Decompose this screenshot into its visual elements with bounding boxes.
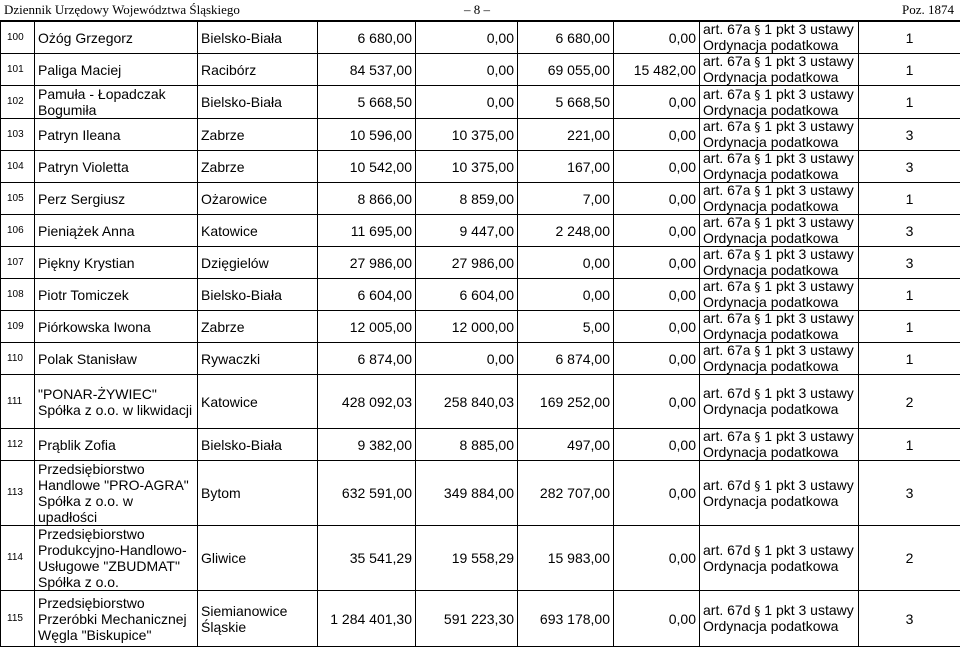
basis-article: art. 67a <box>703 246 751 262</box>
debtor-city: Bielsko-Biała <box>198 279 318 311</box>
table-row <box>1 311 960 343</box>
section-symbol: § <box>754 248 761 262</box>
section-symbol: § <box>754 387 761 401</box>
legal-basis <box>700 151 859 183</box>
table-row <box>1 183 960 215</box>
amount-3: 0,00 <box>614 183 700 215</box>
debtor-city: Ożarowice <box>198 183 318 215</box>
row-number: 115 <box>1 591 35 647</box>
debtor-name: Pieniążek Anna <box>35 215 198 247</box>
amount-2: 2 248,00 <box>518 215 614 247</box>
amount-2: 497,00 <box>518 429 614 461</box>
debtor-name: Piękny Krystian <box>35 247 198 279</box>
debtor-name: Polak Stanisław <box>35 343 198 375</box>
amount-total: 11 695,00 <box>318 215 416 247</box>
amount-3: 0,00 <box>614 591 700 647</box>
basis-point: 1 pkt 3 ustawy <box>764 541 854 558</box>
amount-2: 282 707,00 <box>518 461 614 526</box>
amount-2: 0,00 <box>518 247 614 279</box>
basis-article: art. 67d <box>703 541 751 558</box>
table-row <box>1 343 960 375</box>
basis-act: Ordynacja podatkowa <box>703 326 839 342</box>
amount-3: 0,00 <box>614 343 700 375</box>
basis-point: 1 pkt 3 ustawy <box>764 246 854 262</box>
section-symbol: § <box>754 87 761 102</box>
amount-total: 10 596,00 <box>318 119 416 151</box>
debtor-city: Katowice <box>198 215 318 247</box>
amount-total: 6 874,00 <box>318 343 416 375</box>
amount-total: 428 092,03 <box>318 375 416 429</box>
row-number: 106 <box>1 215 35 247</box>
table-row <box>1 429 960 461</box>
amount-2: 5 668,50 <box>518 86 614 119</box>
record-count: 1 <box>859 86 960 119</box>
basis-article: art. 67a <box>703 278 751 294</box>
amount-2: 693 178,00 <box>518 591 614 647</box>
legal-basis <box>700 22 859 54</box>
amount-3: 0,00 <box>614 119 700 151</box>
debtor-name: Prąblik Zofia <box>35 429 198 461</box>
amount-1: 10 375,00 <box>416 119 518 151</box>
debtor-name: Przedsiębiorstwo Produkcyjno-Handlowo-Usługowe "ZBUDMAT" Spółka z o.o. <box>35 526 198 591</box>
debtor-city: Bytom <box>198 461 318 526</box>
table-row <box>1 22 960 54</box>
basis-article: art. 67d <box>703 476 751 493</box>
amount-total: 35 541,29 <box>318 526 416 591</box>
basis-act: Ordynacja podatkowa <box>703 492 839 509</box>
row-number: 111 <box>1 375 35 429</box>
basis-act: Ordynacja podatkowa <box>703 134 839 150</box>
record-count: 1 <box>859 311 960 343</box>
record-count: 2 <box>859 375 960 429</box>
basis-act: Ordynacja podatkowa <box>703 401 839 417</box>
amount-1: 591 223,30 <box>416 591 518 647</box>
basis-act: Ordynacja podatkowa <box>703 444 839 460</box>
section-symbol: § <box>754 23 761 37</box>
basis-act: Ordynacja podatkowa <box>703 37 839 53</box>
basis-article: art. 67a <box>703 428 751 444</box>
basis-point: 1 pkt 3 ustawy <box>764 602 854 618</box>
basis-act: Ordynacja podatkowa <box>703 166 839 182</box>
table-row <box>1 247 960 279</box>
record-count: 3 <box>859 215 960 247</box>
section-symbol: § <box>754 543 761 558</box>
legal-basis <box>700 461 859 526</box>
amount-1: 9 447,00 <box>416 215 518 247</box>
page-header <box>0 0 960 20</box>
row-number: 108 <box>1 279 35 311</box>
amount-3: 0,00 <box>614 151 700 183</box>
legal-basis <box>700 54 859 86</box>
amount-3: 0,00 <box>614 247 700 279</box>
record-count: 2 <box>859 526 960 591</box>
basis-act: Ordynacja podatkowa <box>703 294 839 310</box>
row-number: 113 <box>1 461 35 526</box>
basis-article: art. 67a <box>703 21 751 37</box>
amount-3: 15 482,00 <box>614 54 700 86</box>
legal-basis <box>700 343 859 375</box>
section-symbol: § <box>754 280 761 294</box>
debtor-city: Dzięgielów <box>198 247 318 279</box>
amount-2: 169 252,00 <box>518 375 614 429</box>
amount-total: 84 537,00 <box>318 54 416 86</box>
section-symbol: § <box>754 344 761 358</box>
row-number: 105 <box>1 183 35 215</box>
amount-3: 0,00 <box>614 22 700 54</box>
row-number: 112 <box>1 429 35 461</box>
debtor-city: Bielsko-Biała <box>198 22 318 54</box>
amount-1: 0,00 <box>416 86 518 119</box>
basis-point: 1 pkt 3 ustawy <box>764 182 854 198</box>
amount-2: 6 680,00 <box>518 22 614 54</box>
amount-3: 0,00 <box>614 311 700 343</box>
basis-act: Ordynacja podatkowa <box>703 618 839 634</box>
section-symbol: § <box>754 152 761 166</box>
debtor-city: Zabrze <box>198 119 318 151</box>
legal-basis <box>700 247 859 279</box>
amount-total: 8 866,00 <box>318 183 416 215</box>
basis-article: art. 67d <box>703 385 751 401</box>
amount-2: 15 983,00 <box>518 526 614 591</box>
legal-basis <box>700 591 859 647</box>
debtor-name: Piórkowska Iwona <box>35 311 198 343</box>
legal-basis <box>700 375 859 429</box>
row-number: 103 <box>1 119 35 151</box>
debtor-name: Patryn Violetta <box>35 151 198 183</box>
amount-1: 6 604,00 <box>416 279 518 311</box>
table-row <box>1 86 960 119</box>
amount-total: 632 591,00 <box>318 461 416 526</box>
amount-1: 19 558,29 <box>416 526 518 591</box>
basis-point: 1 pkt 3 ustawy <box>764 476 854 493</box>
debtor-city: Racibórz <box>198 54 318 86</box>
basis-act: Ordynacja podatkowa <box>703 262 839 278</box>
row-number: 110 <box>1 343 35 375</box>
legal-basis <box>700 429 859 461</box>
basis-article: art. 67a <box>703 214 751 230</box>
row-number: 104 <box>1 151 35 183</box>
amount-1: 0,00 <box>416 343 518 375</box>
debtor-city: Bielsko-Biała <box>198 86 318 119</box>
basis-act: Ordynacja podatkowa <box>703 101 839 118</box>
row-number: 114 <box>1 526 35 591</box>
section-symbol: § <box>754 312 761 326</box>
row-number: 100 <box>1 22 35 54</box>
table-row <box>1 54 960 86</box>
basis-point: 1 pkt 3 ustawy <box>764 21 854 37</box>
basis-article: art. 67a <box>703 342 751 358</box>
basis-article: art. 67a <box>703 310 751 326</box>
basis-act: Ordynacja podatkowa <box>703 557 839 574</box>
debtor-city: Katowice <box>198 375 318 429</box>
amount-3: 0,00 <box>614 215 700 247</box>
amount-2: 5,00 <box>518 311 614 343</box>
record-count: 3 <box>859 247 960 279</box>
debtor-name: Paliga Maciej <box>35 54 198 86</box>
basis-point: 1 pkt 3 ustawy <box>764 53 854 69</box>
basis-article: art. 67a <box>703 53 751 69</box>
table-row <box>1 215 960 247</box>
journal-title: Dziennik Urzędowy Województwa Śląskiego <box>4 2 240 17</box>
amount-2: 0,00 <box>518 279 614 311</box>
amount-1: 8 859,00 <box>416 183 518 215</box>
amount-total: 10 542,00 <box>318 151 416 183</box>
amount-1: 258 840,03 <box>416 375 518 429</box>
row-number: 107 <box>1 247 35 279</box>
debtor-name: "PONAR-ŻYWIEC" Spółka z o.o. w likwidacji <box>35 375 198 429</box>
debtor-city: Bielsko-Biała <box>198 429 318 461</box>
table-row <box>1 119 960 151</box>
table-row <box>1 279 960 311</box>
row-number: 109 <box>1 311 35 343</box>
legal-basis <box>700 526 859 591</box>
table-row <box>1 151 960 183</box>
table-row <box>1 591 960 647</box>
amount-total: 27 986,00 <box>318 247 416 279</box>
record-count: 3 <box>859 151 960 183</box>
page-number: – 8 – <box>464 2 490 17</box>
section-symbol: § <box>754 184 761 198</box>
legal-basis <box>700 215 859 247</box>
debtor-name: Pamuła - Łopadczak Bogumiła <box>35 86 198 119</box>
record-count: 3 <box>859 119 960 151</box>
section-symbol: § <box>754 55 761 69</box>
section-symbol: § <box>754 604 761 618</box>
legal-basis <box>700 183 859 215</box>
basis-point: 1 pkt 3 ustawy <box>764 342 854 358</box>
record-count: 3 <box>859 591 960 647</box>
amount-3: 0,00 <box>614 279 700 311</box>
amount-1: 12 000,00 <box>416 311 518 343</box>
amount-2: 221,00 <box>518 119 614 151</box>
amount-1: 0,00 <box>416 54 518 86</box>
record-count: 1 <box>859 343 960 375</box>
basis-point: 1 pkt 3 ustawy <box>764 310 854 326</box>
record-count: 1 <box>859 22 960 54</box>
basis-article: art. 67a <box>703 150 751 166</box>
legal-basis <box>700 86 859 119</box>
basis-act: Ordynacja podatkowa <box>703 69 839 85</box>
basis-act: Ordynacja podatkowa <box>703 358 839 374</box>
amount-total: 1 284 401,30 <box>318 591 416 647</box>
debtor-name: Przedsiębiorstwo Handlowe "PRO-AGRA" Spółka z o.o. w upadłości <box>35 461 198 526</box>
amount-2: 7,00 <box>518 183 614 215</box>
debtor-city: Rywaczki <box>198 343 318 375</box>
basis-article: art. 67a <box>703 182 751 198</box>
amount-total: 12 005,00 <box>318 311 416 343</box>
basis-point: 1 pkt 3 ustawy <box>764 385 854 401</box>
amount-2: 6 874,00 <box>518 343 614 375</box>
legal-basis <box>700 119 859 151</box>
debtor-name: Perz Sergiusz <box>35 183 198 215</box>
debtor-name: Przedsiębiorstwo Przeróbki Mechanicznej Węgla "Biskupice" <box>35 591 198 647</box>
row-number: 102 <box>1 86 35 119</box>
basis-point: 1 pkt 3 ustawy <box>764 118 854 134</box>
amount-3: 0,00 <box>614 461 700 526</box>
row-number: 101 <box>1 54 35 86</box>
debtor-city: Gliwice <box>198 526 318 591</box>
amount-3: 0,00 <box>614 375 700 429</box>
table-row <box>1 375 960 429</box>
basis-article: art. 67d <box>703 602 751 618</box>
amount-1: 8 885,00 <box>416 429 518 461</box>
amount-total: 5 668,50 <box>318 86 416 119</box>
debtor-name: Piotr Tomiczek <box>35 279 198 311</box>
amount-total: 9 382,00 <box>318 429 416 461</box>
debtor-city: Siemianowice Śląskie <box>198 591 318 647</box>
position-number: Poz. 1874 <box>902 2 954 17</box>
debtor-city: Zabrze <box>198 311 318 343</box>
basis-point: 1 pkt 3 ustawy <box>764 214 854 230</box>
basis-article: art. 67a <box>703 118 751 134</box>
basis-point: 1 pkt 3 ustawy <box>764 428 854 444</box>
legal-basis <box>700 279 859 311</box>
amount-1: 0,00 <box>416 22 518 54</box>
debtor-name: Ożóg Grzegorz <box>35 22 198 54</box>
section-symbol: § <box>754 430 761 444</box>
basis-act: Ordynacja podatkowa <box>703 230 839 246</box>
legal-basis <box>700 311 859 343</box>
record-count: 1 <box>859 183 960 215</box>
amount-2: 69 055,00 <box>518 54 614 86</box>
amount-1: 27 986,00 <box>416 247 518 279</box>
section-symbol: § <box>754 216 761 230</box>
basis-point: 1 pkt 3 ustawy <box>764 278 854 294</box>
record-count: 1 <box>859 54 960 86</box>
amount-total: 6 680,00 <box>318 22 416 54</box>
section-symbol: § <box>754 120 761 134</box>
basis-point: 1 pkt 3 ustawy <box>764 150 854 166</box>
amount-3: 0,00 <box>614 429 700 461</box>
debtor-city: Zabrze <box>198 151 318 183</box>
basis-article: art. 67a <box>703 85 751 102</box>
record-count: 1 <box>859 429 960 461</box>
amount-2: 167,00 <box>518 151 614 183</box>
amount-1: 10 375,00 <box>416 151 518 183</box>
debtors-table <box>0 21 960 647</box>
amount-1: 349 884,00 <box>416 461 518 526</box>
basis-point: 1 pkt 3 ustawy <box>764 85 854 102</box>
section-symbol: § <box>754 478 761 493</box>
table-row <box>1 461 960 526</box>
record-count: 3 <box>859 461 960 526</box>
record-count: 1 <box>859 279 960 311</box>
basis-act: Ordynacja podatkowa <box>703 198 839 214</box>
table-row <box>1 526 960 591</box>
amount-3: 0,00 <box>614 526 700 591</box>
amount-total: 6 604,00 <box>318 279 416 311</box>
amount-3: 0,00 <box>614 86 700 119</box>
debtor-name: Patryn Ileana <box>35 119 198 151</box>
